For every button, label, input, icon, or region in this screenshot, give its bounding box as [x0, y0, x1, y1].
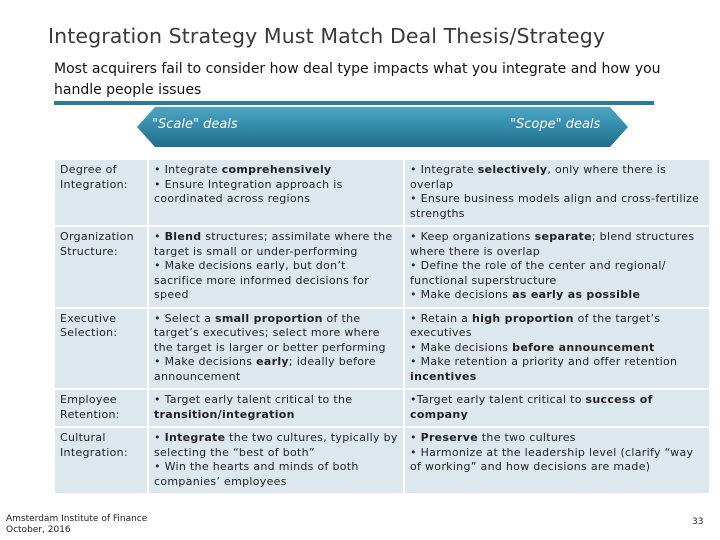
bold-text: before announcement — [512, 340, 655, 354]
table-row — [54, 226, 710, 308]
bold-text: Integrate — [164, 431, 226, 444]
bullet-line — [154, 355, 398, 384]
bullet-line — [154, 178, 398, 207]
text-segment: • — [154, 431, 165, 444]
bold-text: separate — [534, 230, 592, 243]
row-label: Executive Selection: — [54, 308, 148, 390]
text-segment: • Make decisions — [410, 340, 513, 354]
scope-deal-cell — [404, 308, 710, 390]
bullet-line — [154, 460, 398, 489]
text-segment: • Target early talent critical to the — [154, 393, 353, 406]
text-segment: ; ideally before announcement — [154, 355, 376, 383]
text-segment: • Integrate — [410, 163, 478, 176]
row-label: Cultural Integration: — [54, 427, 148, 494]
scope-deal-cell — [404, 226, 710, 308]
text-segment: ; blend structures where there is overlap — [410, 230, 695, 258]
bullet-line — [410, 355, 704, 384]
row-label: Organization Structure: — [54, 226, 148, 308]
bold-text: Preserve — [420, 431, 479, 444]
table-row — [54, 427, 710, 494]
bullet-line — [410, 163, 704, 192]
text-segment: • Ensure business models align and cross-fertilize strengths — [410, 192, 700, 220]
scale-deal-cell — [148, 159, 404, 226]
bullet-line — [410, 259, 704, 288]
table-row — [54, 389, 710, 427]
scope-deal-cell — [404, 389, 710, 427]
scale-deal-cell — [148, 427, 404, 494]
text-segment: • Win the hearts and minds of both companies’ employees — [154, 460, 359, 488]
bold-text: selectively — [477, 163, 548, 176]
slide-subtitle: Most acquirers fail to consider how deal type impacts what you integrate and how you handle people issues — [54, 61, 661, 98]
bullet-line — [154, 393, 398, 422]
scale-deal-cell — [148, 308, 404, 390]
text-segment: • Ensure Integration approach is coordinated across regions — [154, 177, 343, 205]
text-segment: • Select a — [154, 311, 215, 325]
text-segment: • Define the role of the center and regional/ functional superstructure — [410, 259, 666, 287]
row-label: Degree of Integration: — [54, 159, 148, 226]
text-segment: • — [154, 230, 165, 243]
bold-text: early — [256, 355, 289, 368]
slide-title: Integration Strategy Must Match Deal Thesis/Strategy — [48, 24, 606, 48]
page-number: 33 — [692, 517, 704, 527]
text-segment: • Make retention a priority and offer retention — [410, 355, 678, 368]
scope-deals-label: "Scope" deals — [510, 117, 601, 132]
bullet-line — [154, 230, 398, 259]
text-segment: • Retain a — [410, 311, 473, 325]
bold-text: Blend — [164, 230, 202, 243]
text-segment: • Make decisions — [410, 288, 513, 301]
bullet-line — [410, 446, 704, 475]
footer-date: October, 2016 — [6, 525, 71, 535]
bullet-line — [154, 259, 398, 303]
text-segment: • Integrate — [154, 163, 222, 176]
scale-deal-cell — [148, 389, 404, 427]
text-segment: the two cultures — [478, 431, 576, 444]
bullet-line — [410, 431, 704, 446]
bold-text: incentives — [410, 369, 477, 383]
text-segment: the two cultures, typically by selecting the “best of both” — [154, 431, 398, 459]
bold-text: high proportion — [472, 311, 574, 325]
text-segment: • Harmonize at the leadership level (clarify “way of working” and how decisions are made) — [410, 445, 694, 473]
bullet-line — [410, 192, 704, 221]
text-segment: • Keep organizations — [410, 230, 535, 243]
text-segment: , only where there is overlap — [410, 163, 667, 191]
bullet-line — [154, 163, 398, 178]
bullet-line — [154, 312, 398, 356]
bold-text: as early as possible — [512, 288, 641, 301]
bullet-line — [410, 288, 704, 303]
scale-deals-label: "Scale" deals — [152, 117, 238, 132]
bullet-line — [410, 393, 704, 422]
bullet-line — [410, 312, 704, 341]
text-segment: of the target’s executives; select more where the target is larger or better performing — [154, 311, 386, 354]
footer — [6, 514, 147, 536]
bullet-line — [154, 431, 398, 460]
scope-deal-cell — [404, 427, 710, 494]
text-segment: •Target early talent critical to — [410, 393, 586, 406]
footer-institute: Amsterdam Institute of Finance — [6, 514, 148, 524]
scope-deal-cell — [404, 159, 710, 226]
bold-text: success of company — [410, 393, 653, 421]
text-segment: of the target’s executives — [410, 311, 661, 339]
table-row — [54, 159, 710, 226]
comparison-table — [53, 158, 711, 495]
scale-deal-cell — [148, 226, 404, 308]
bold-text: comprehensively — [221, 163, 332, 176]
bullet-line — [410, 230, 704, 259]
bold-text: transition/integration — [154, 407, 295, 421]
bullet-line — [410, 341, 704, 356]
text-segment: • — [410, 431, 421, 444]
text-segment: structures; assimilate where the target is small or under-performing — [154, 230, 393, 258]
table-row — [54, 308, 710, 390]
row-label: Employee Retention: — [54, 389, 148, 427]
text-segment: • Make decisions — [154, 355, 257, 368]
text-segment: • Make decisions early, but don’t sacrifice more informed decisions for speed — [154, 259, 370, 301]
bold-text: small proportion — [214, 311, 323, 325]
